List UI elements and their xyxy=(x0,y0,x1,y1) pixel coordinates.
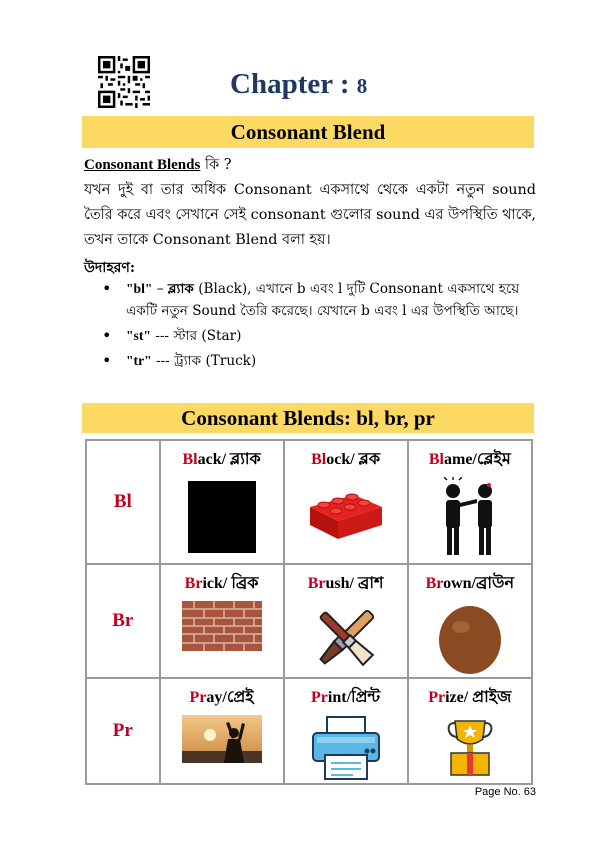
label-rest: ock/ ব্লক xyxy=(326,451,381,468)
cell-label xyxy=(161,679,283,711)
label-rest: own/ব্রাউন xyxy=(443,575,514,592)
label-rest: ay/প্রেই xyxy=(206,689,254,706)
label-rest: ush/ ব্রাশ xyxy=(325,575,384,592)
label-highlight: Bl xyxy=(428,451,444,468)
label-highlight: Pr xyxy=(189,689,207,706)
example-term: "tr" xyxy=(126,353,152,368)
chapter-heading xyxy=(230,68,367,101)
cell-label xyxy=(409,441,531,473)
table-cell xyxy=(284,678,408,784)
printer-icon xyxy=(309,715,383,781)
table-cell xyxy=(408,564,532,678)
praying-person-icon xyxy=(182,715,262,763)
label-rest: ame/ব্লেইম xyxy=(443,451,511,468)
example-term: "bl" xyxy=(126,281,153,296)
list-item xyxy=(102,350,542,372)
table-row xyxy=(86,564,532,678)
row-head-bl: Bl xyxy=(86,440,160,564)
bullet-icon: • xyxy=(102,351,112,370)
page-number: Page No. 63 xyxy=(474,786,536,798)
label-highlight: Pr xyxy=(428,689,446,706)
table-cell xyxy=(408,440,532,564)
table-title: Consonant Blends: bl, br, pr xyxy=(82,403,534,433)
row-head-pr: Pr xyxy=(86,678,160,784)
table-cell xyxy=(284,440,408,564)
table-cell xyxy=(160,678,284,784)
list-item xyxy=(102,278,542,322)
label-highlight: Br xyxy=(307,575,326,592)
chapter-label: Chapter : xyxy=(230,68,357,100)
label-highlight: Br xyxy=(425,575,444,592)
label-rest: ick/ ব্রিক xyxy=(202,575,259,592)
lego-block-icon xyxy=(306,477,386,547)
label-rest: int/প্রিন্ট xyxy=(327,689,381,706)
table-row xyxy=(86,440,532,564)
example-sep: --- xyxy=(150,328,174,344)
cell-label xyxy=(161,441,283,473)
example-text: ট্র্যাক (Truck) xyxy=(174,353,257,369)
cell-label xyxy=(409,565,531,597)
trophy-icon xyxy=(447,715,493,777)
definition-heading-term: Consonant Blends xyxy=(84,157,201,173)
definition-heading xyxy=(84,154,232,178)
examples-heading: উদাহরণ: xyxy=(84,260,136,276)
cell-label xyxy=(409,679,531,711)
example-term: "st" xyxy=(126,328,151,343)
label-rest: ack/ ব্ল্যাক xyxy=(197,451,261,468)
example-bn: ব্ল্যাক xyxy=(167,281,194,296)
label-highlight: Bl xyxy=(311,451,327,468)
example-sep: --- xyxy=(151,353,175,369)
cell-label xyxy=(285,565,407,597)
table-cell xyxy=(160,440,284,564)
definition-body: যখন দুই বা তার অধিক Consonant একসাথে থেকে একটা নতুন sound তৈরি করে এবং সেখানে সেই consonant গুলোর sound এর উপস্থিতি থাকে, তখন তাকে Consonant Blend বলা হয়। xyxy=(84,182,536,248)
examples-list xyxy=(102,278,542,375)
brick-wall-icon xyxy=(182,601,262,651)
blame-figures-icon xyxy=(437,477,503,557)
bullet-icon: • xyxy=(102,326,112,345)
definition-heading-suffix: কি ? xyxy=(200,157,232,173)
chapter-number: 8 xyxy=(356,74,368,98)
cell-label xyxy=(161,565,283,597)
label-rest: ize/ প্রাইজ xyxy=(445,689,512,706)
brown-ball-icon xyxy=(437,601,503,675)
example-text: স্টার (Star) xyxy=(173,328,242,344)
paint-brush-icon xyxy=(311,601,381,675)
label-highlight: Bl xyxy=(182,451,198,468)
blend-table xyxy=(85,439,533,785)
black-square-icon xyxy=(188,477,256,553)
section-title: Consonant Blend xyxy=(82,116,534,148)
example-text: (Black), এখানে b এবং l দুটি Consonant একসাথে হয়ে একটি নতুন Sound তৈরি করেছে। যেখানে b এবং l এর উপস্থিতি আছে। xyxy=(126,281,520,319)
table-row xyxy=(86,678,532,784)
table-cell xyxy=(160,564,284,678)
qr-code-icon xyxy=(98,56,150,108)
row-head-br: Br xyxy=(86,564,160,678)
list-item xyxy=(102,325,542,347)
bullet-icon: • xyxy=(102,279,112,298)
example-sep: – xyxy=(152,281,168,297)
cell-label xyxy=(285,441,407,473)
label-highlight: Br xyxy=(184,575,203,592)
cell-label xyxy=(285,679,407,711)
label-highlight: Pr xyxy=(311,689,328,706)
table-cell xyxy=(284,564,408,678)
table-cell xyxy=(408,678,532,784)
